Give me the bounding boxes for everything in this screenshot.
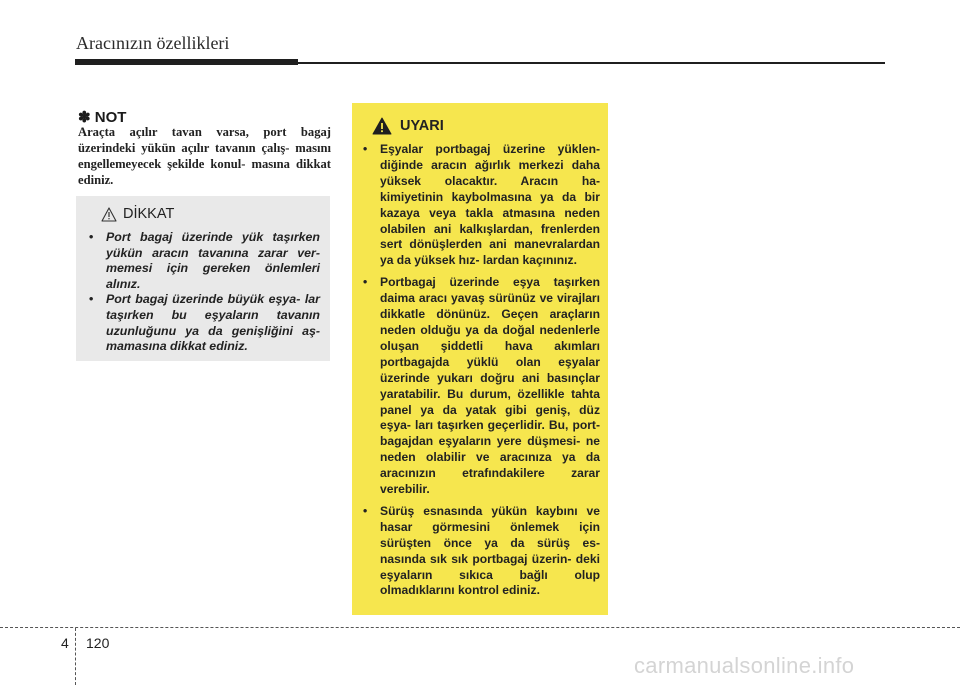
watermark: carmanualsonline.info <box>634 653 855 678</box>
warning-title: UYARI <box>400 118 444 134</box>
warning-heading <box>372 115 600 137</box>
footer-vertical-divider <box>75 628 76 685</box>
warning-item: • Sürüş esnasında yükün kaybını ve hasar görmesini önlemek için sürüşten önce ya da sürüş es- nasında sık sık portbagaj üzerin- deki eşyaların sıkıca bağlı olup olmadıklarını kontrol ediniz. <box>360 504 600 599</box>
page-number: 120 <box>86 635 110 651</box>
chapter-number: 4 <box>61 635 69 651</box>
caution-heading <box>101 204 320 224</box>
warning-item: • Eşyalar portbagaj üzerine yüklen- diğinde aracın ağırlık merkezi daha yüksek olacaktır. Aracın ha- kimiyetinin kaybolmasına ya da bir kazaya veya takla atmasına neden olabilen ani kalkışlardan, frenlerden sert dönüşlerden ani manevralardan ya da yüksek hız- lardan kaçınınız. <box>360 142 600 269</box>
footer-divider <box>0 627 960 628</box>
caution-item: • Port bagaj üzerinde büyük eşya- lar taşırken bu eşyaların tavanın uzunluğunu ya da genişliğini aş- mamasına dikkat ediniz. <box>86 292 320 354</box>
warning-triangle-outline-icon <box>101 207 117 222</box>
warning-triangle-filled-icon <box>372 117 392 135</box>
caution-title: DİKKAT <box>123 206 175 222</box>
note-star-icon: ✽ <box>78 109 91 126</box>
warning-list <box>360 142 600 599</box>
note-label: NOT <box>94 109 127 126</box>
warning-item: • Portbagaj üzerinde eşya taşırken daima aracı yavaş sürünüz ve virajları dikkatle dönünüz. Geçen araçların neden olduğu ya da doğal nedenlerle oluşan şiddetli hava akımları portbagajda yüklü olan eşyalar üzerinde yukarı doğru ani basınçlar yaratabilir. Bu durum, özellikle tahta panel ya da yatak gibi geniş, düz eşya- ları taşırken geçerlidir. Bu, port- bagajdan eşyaların yere düşmesi- ne neden olabilir ve aracınıza ya da aracınızın etrafındakilere zarar verebilir. <box>360 275 600 498</box>
page-header-title: Aracınızın özellikleri <box>76 33 230 53</box>
header-rule-thick <box>75 59 298 65</box>
caution-list <box>86 230 320 355</box>
warning-box <box>352 103 608 615</box>
note-body: Araçta açılır tavan varsa, port bagaj üzerindeki yükün açılır tavanın çalış- masını engellemeyecek şekilde konul- masına dikkat ediniz. <box>78 125 331 187</box>
caution-item: • Port bagaj üzerinde yük taşırken yükün aracın tavanına zarar ver- memesi için gereken önlemleri alınız. <box>86 230 320 292</box>
caution-box <box>76 196 330 361</box>
header-rule-thin <box>298 62 885 64</box>
